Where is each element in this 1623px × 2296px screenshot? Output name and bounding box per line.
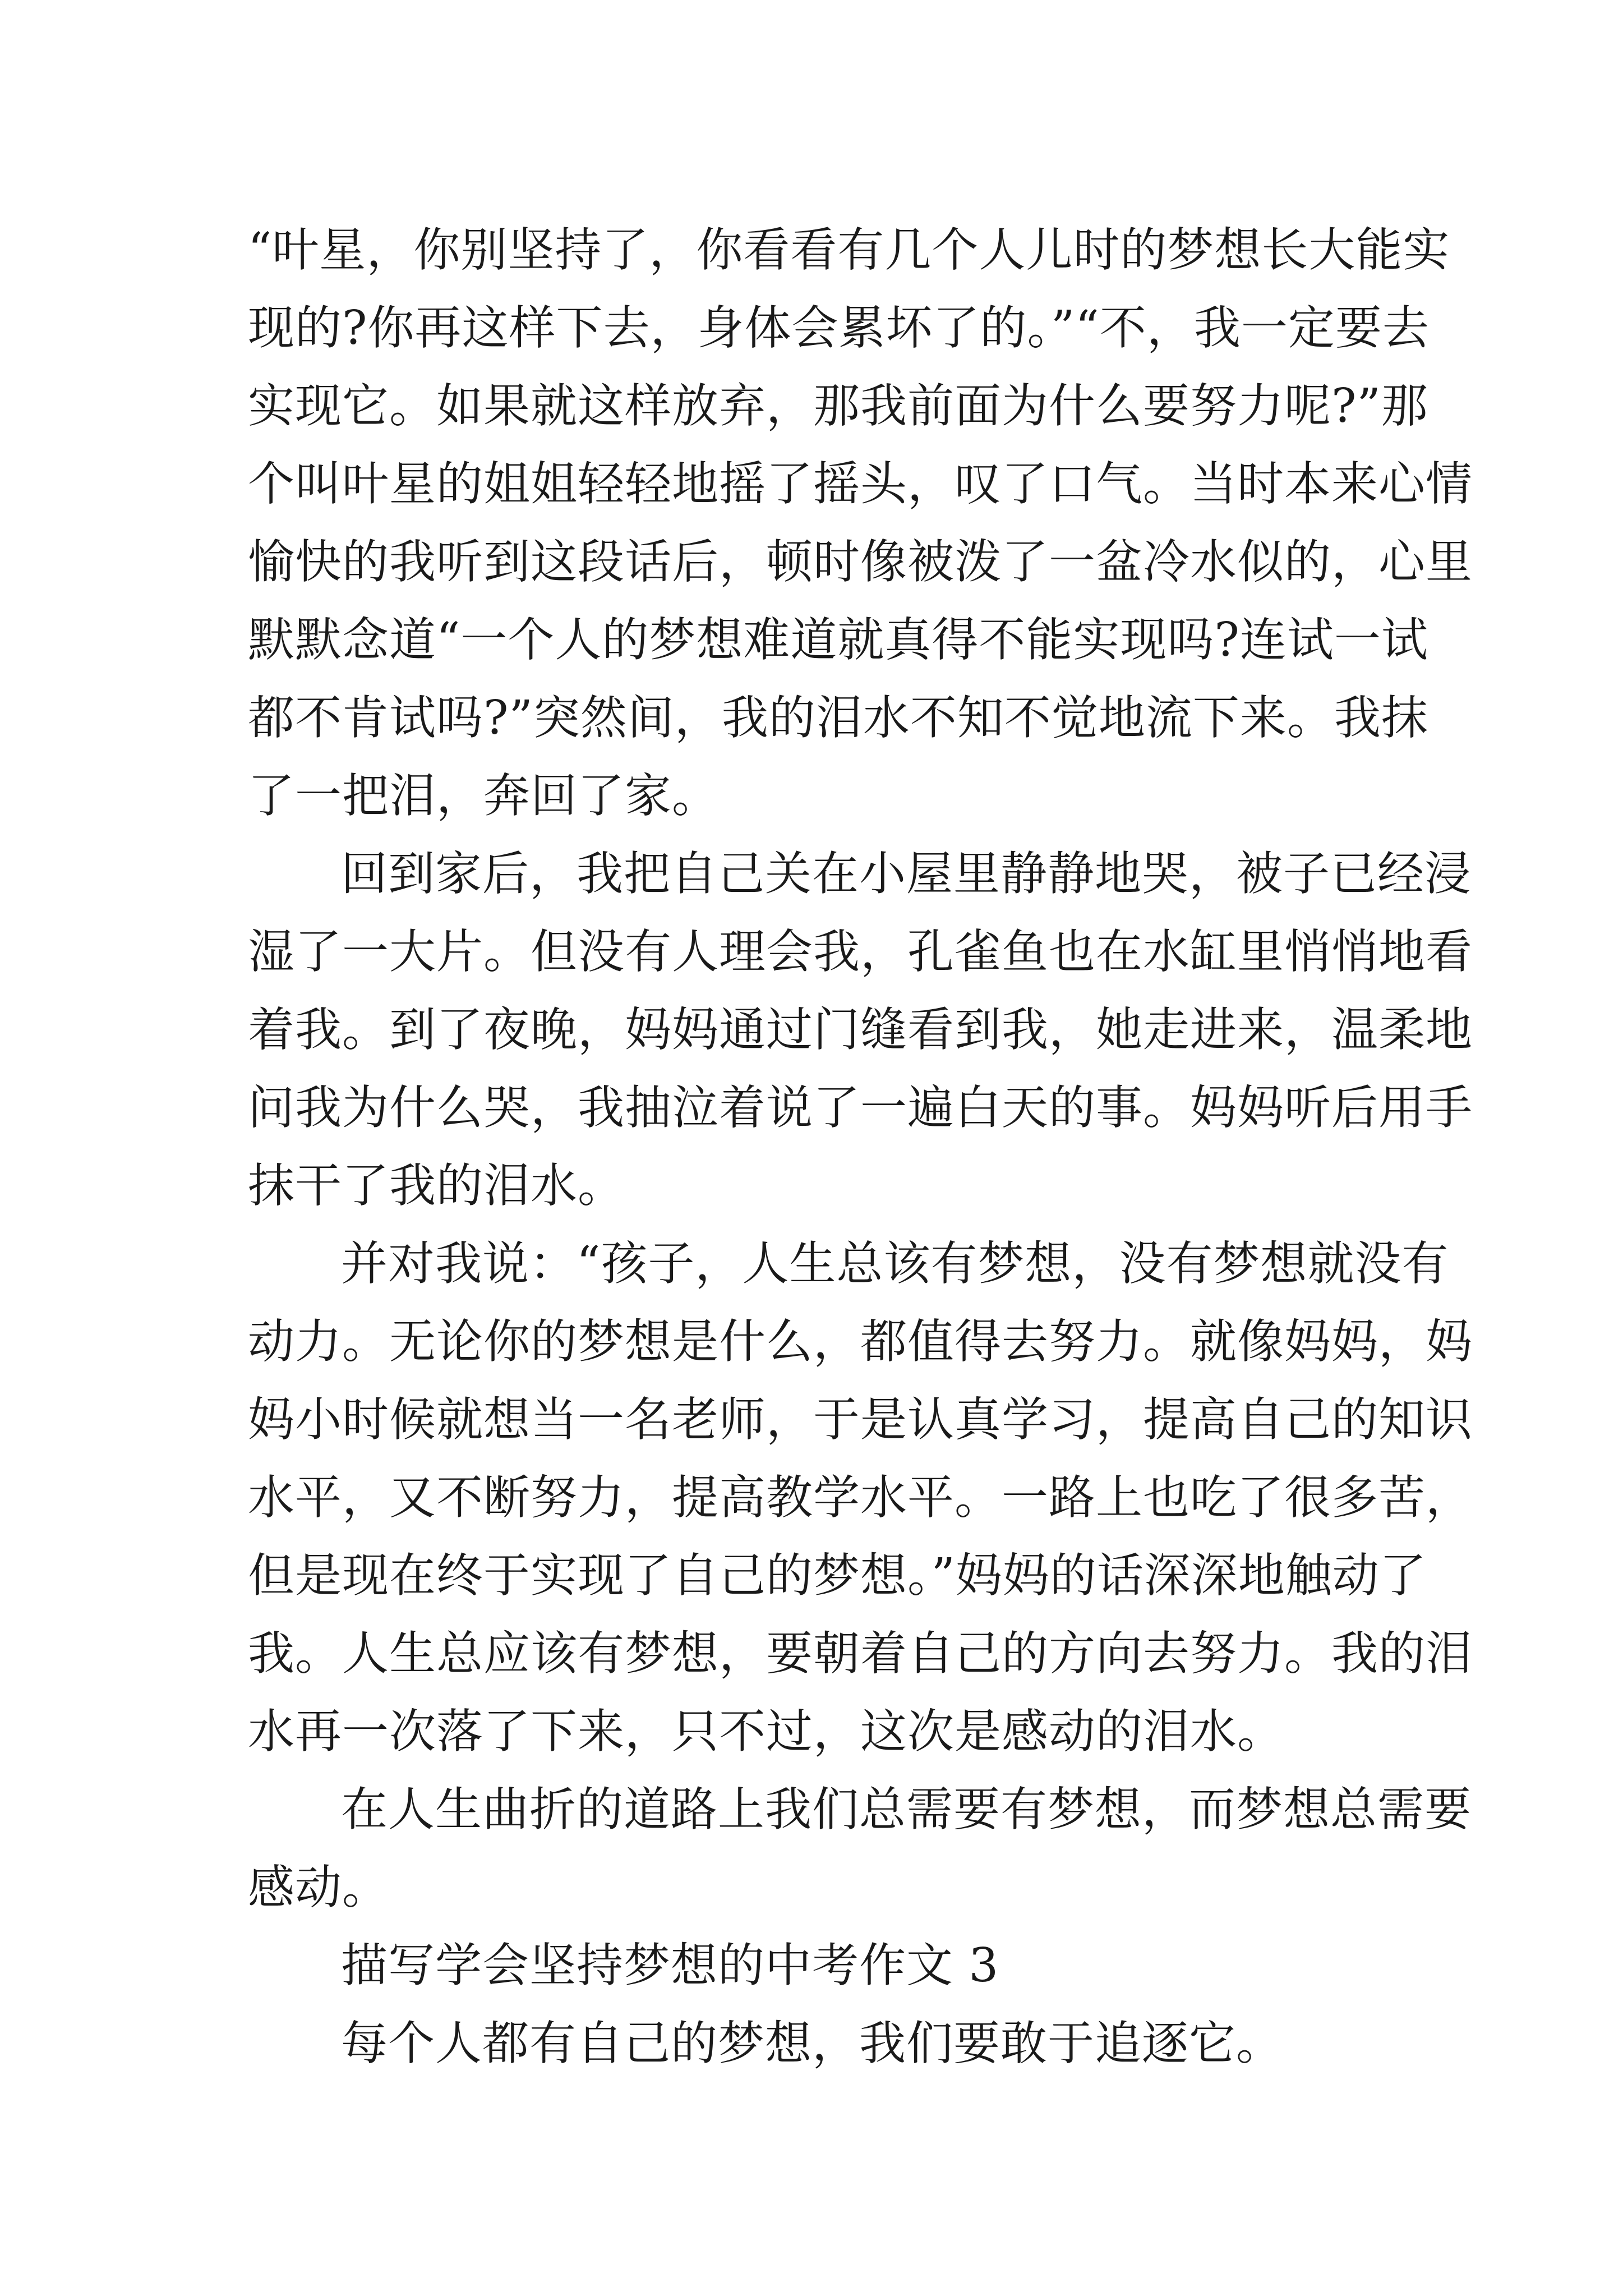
text-line: 了一把泪，奔回了家。 xyxy=(248,769,719,823)
text-line: “叶星，你别坚持了，你看看有几个人儿时的梦想长大能实 xyxy=(248,223,1450,277)
text-line: 我。人生总应该有梦想，要朝着自己的方向去努力。我的泪 xyxy=(248,1626,1473,1681)
text-line: 着我。到了夜晚，妈妈通过门缝看到我，她走进来，温柔地 xyxy=(248,1002,1473,1057)
paragraph-start-line: 每个人都有自己的梦想，我们要敢于追逐它。 xyxy=(341,2016,1283,2070)
document-body xyxy=(248,211,1473,2082)
text-line: 个叫叶星的姐姐轻轻地摇了摇头，叹了口气。当时本来心情 xyxy=(248,457,1473,511)
text-line: 水平，又不断努力，提高教学水平。一路上也吃了很多苦， xyxy=(248,1470,1473,1525)
text-line: 现的?你再这样下去，身体会累坏了的。”“不，我一定要去 xyxy=(248,301,1430,355)
paragraph-start-line: 在人生曲折的道路上我们总需要有梦想，而梦想总需要 xyxy=(341,1782,1472,1837)
text-line: 水再一次落了下来，只不过，这次是感动的泪水。 xyxy=(248,1704,1284,1759)
paragraph-start-line: 回到家后，我把自己关在小屋里静静地哭，被子已经浸 xyxy=(341,846,1472,901)
text-line: 愉快的我听到这段话后，顿时像被泼了一盆冷水似的，心里 xyxy=(248,535,1473,589)
text-line: 问我为什么哭，我抽泣着说了一遍白天的事。妈妈听后用手 xyxy=(248,1080,1473,1135)
text-line: 妈小时候就想当一名老师，于是认真学习，提高自己的知识 xyxy=(248,1392,1473,1447)
text-line: 感动。 xyxy=(248,1860,389,1915)
text-line: 湿了一大片。但没有人理会我，孔雀鱼也在水缸里悄悄地看 xyxy=(248,924,1473,979)
text-line: 但是现在终于实现了自己的梦想。”妈妈的话深深地触动了 xyxy=(248,1548,1427,1603)
text-line: 默默念道“一个人的梦想难道就真得不能实现吗?连试一试 xyxy=(248,613,1428,667)
text-line: 抹干了我的泪水。 xyxy=(248,1158,625,1213)
text-line: 实现它。如果就这样放弃，那我前面为什么要努力呢?”那 xyxy=(248,379,1428,433)
section-heading: 描写学会坚持梦想的中考作文 3 xyxy=(341,1938,999,1993)
text-line: 动力。无论你的梦想是什么，都值得去努力。就像妈妈，妈 xyxy=(248,1314,1473,1369)
text-line: 都不肯试吗?”突然间，我的泪水不知不觉地流下来。我抹 xyxy=(248,691,1428,745)
paragraph-start-line: 并对我说：“孩子，人生总该有梦想，没有梦想就没有 xyxy=(341,1236,1449,1291)
